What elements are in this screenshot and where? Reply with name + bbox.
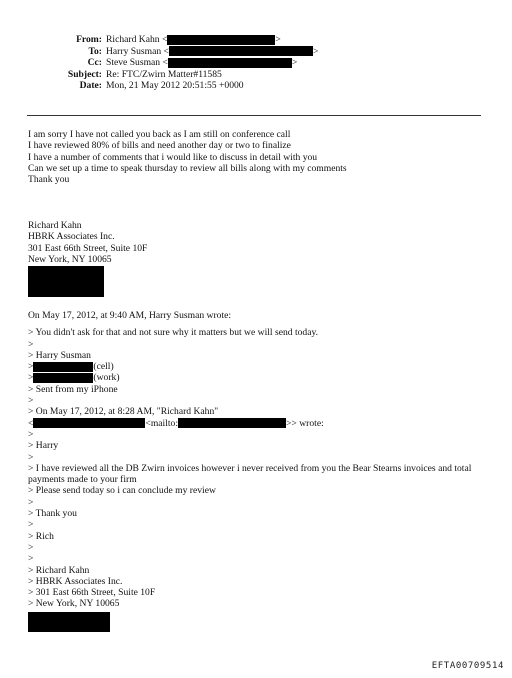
close-bracket: > bbox=[291, 57, 298, 68]
redaction-box bbox=[33, 418, 145, 428]
quote-work-line: > (work) bbox=[28, 372, 120, 384]
to-label: To: bbox=[88, 45, 102, 57]
cc-value: Steve Susman < bbox=[106, 57, 168, 68]
date-value: Mon, 21 May 2012 20:51:55 +0000 bbox=[106, 80, 244, 91]
subject-value: Re: FTC/Zwirn Matter#11585 bbox=[106, 68, 222, 80]
redaction-box bbox=[28, 266, 104, 297]
from-label: From: bbox=[76, 34, 102, 45]
quote-line: > Harry bbox=[28, 440, 59, 452]
quote-line: > bbox=[28, 451, 34, 463]
to-value: Harry Susman < bbox=[106, 45, 169, 57]
quote-line: > bbox=[28, 541, 34, 553]
from-row bbox=[0, 34, 512, 46]
body-line: I have a number of comments that i would like to discuss in detail with you bbox=[28, 151, 318, 163]
close-bracket: > bbox=[275, 34, 281, 45]
quote-cell-line: > (cell) bbox=[28, 361, 114, 373]
redaction-box bbox=[167, 35, 275, 45]
redaction-box bbox=[169, 46, 313, 56]
quote-line: > 301 East 66th Street, Suite 10F bbox=[28, 587, 156, 599]
signature bbox=[28, 220, 147, 297]
email-header bbox=[0, 34, 512, 92]
signature-address2: New York, NY 10065 bbox=[28, 253, 112, 265]
cc-label: Cc: bbox=[87, 57, 102, 68]
quote-line: > Sent from my iPhone bbox=[28, 383, 118, 395]
quote-line: > Thank you bbox=[28, 508, 77, 520]
quote-line: > On May 17, 2012, at 8:28 AM, "Richard Kahn" bbox=[28, 406, 219, 418]
redaction-box bbox=[33, 362, 93, 372]
close-bracket: > bbox=[312, 45, 319, 57]
body-line: I have reviewed 80% of bills and need another day or two to finalize bbox=[28, 140, 291, 152]
redaction-box bbox=[178, 418, 286, 428]
quote-mailto-line: < <mailto: >> wrote: bbox=[28, 417, 324, 429]
to-row bbox=[0, 46, 512, 58]
message-body bbox=[28, 129, 488, 185]
signature-address1: 301 East 66th Street, Suite 10F bbox=[28, 242, 148, 254]
date-label: Date: bbox=[79, 80, 102, 91]
quote-line: > New York, NY 10065 bbox=[28, 598, 120, 610]
signature-company: HBRK Associates Inc. bbox=[28, 231, 115, 243]
quote-intro: On May 17, 2012, at 9:40 AM, Harry Susman wrote: bbox=[28, 310, 232, 321]
body-line: Thank you bbox=[28, 174, 70, 186]
cc-row bbox=[0, 57, 512, 69]
body-line: Can we set up a time to speak thursday to review all bills along with my comments bbox=[28, 162, 347, 174]
quote-line: > bbox=[28, 395, 34, 407]
date-row bbox=[0, 80, 512, 92]
quoted-thread bbox=[28, 310, 488, 632]
quote-line: > Rich bbox=[28, 530, 54, 542]
quote-line: > Please send today so i can conclude my review bbox=[28, 485, 216, 497]
quote-line: > bbox=[28, 553, 34, 565]
from-value: Richard Kahn < bbox=[106, 34, 168, 45]
signature-name: Richard Kahn bbox=[28, 220, 82, 231]
redaction-box bbox=[28, 612, 110, 632]
quote-line: > I have reviewed all the DB Zwirn invoices however i never received from you the Bear Stearns invoices and total payments made to your firm bbox=[28, 462, 472, 486]
quote-line: > Richard Kahn bbox=[28, 564, 90, 576]
body-line: I am sorry I have not called you back as I am still on conference call bbox=[28, 129, 291, 140]
redaction-box bbox=[33, 373, 93, 383]
quote-line: > bbox=[28, 519, 34, 531]
quote-line: > Harry Susman bbox=[28, 349, 91, 361]
quote-line: > bbox=[28, 428, 34, 440]
quote-line: > You didn't ask for that and not sure why it matters but we will send today. bbox=[28, 327, 319, 339]
redaction-box bbox=[168, 58, 292, 68]
document-id: EFTA00709514 bbox=[431, 660, 504, 671]
quote-line: > bbox=[28, 496, 34, 508]
subject-row bbox=[0, 69, 512, 81]
quote-line: > HBRK Associates Inc. bbox=[28, 575, 123, 587]
header-divider bbox=[27, 115, 481, 116]
quote-line: > bbox=[28, 338, 34, 350]
subject-label: Subject: bbox=[67, 68, 102, 80]
